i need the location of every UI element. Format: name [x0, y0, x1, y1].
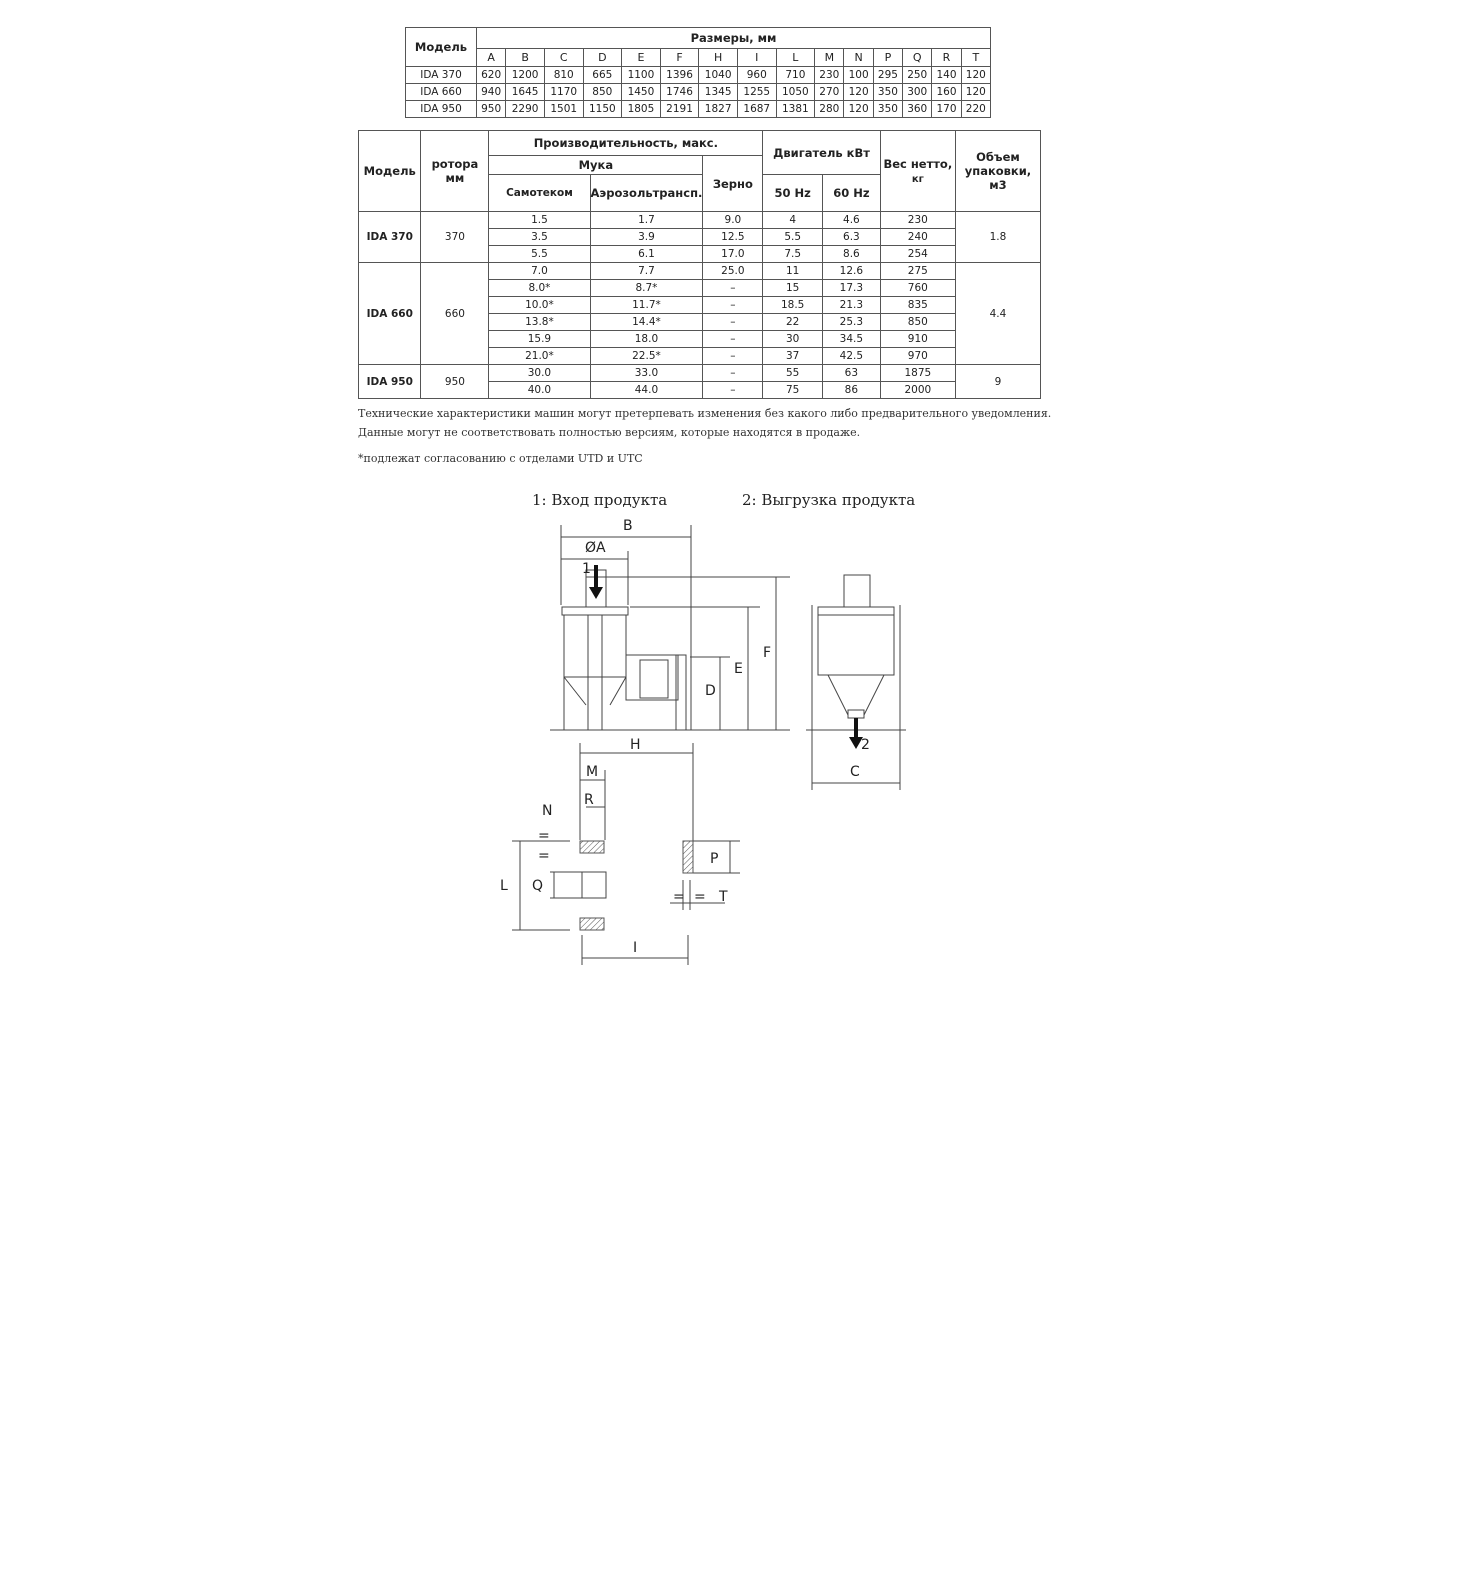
perf-value-cell: 40.0 [489, 382, 590, 399]
dims-value-cell: 850 [583, 84, 622, 101]
perf-value-cell: 15.9 [489, 331, 590, 348]
dims-model-cell: IDA 950 [406, 101, 477, 118]
perf-model-header: Модель [359, 131, 421, 212]
dims-value-cell: 1200 [506, 67, 545, 84]
label-D: D [705, 683, 716, 699]
dims-value-cell: 1255 [737, 84, 776, 101]
label-B: B [623, 518, 633, 534]
dims-col-header: M [815, 49, 844, 67]
dims-value-cell: 120 [844, 84, 873, 101]
dims-value-cell: 280 [815, 101, 844, 118]
dims-col-header: D [583, 49, 622, 67]
perf-value-cell: 42.5 [823, 348, 881, 365]
perf-value-cell: 86 [823, 382, 881, 399]
label-eq-4: = [694, 889, 706, 905]
dims-value-cell: 2191 [660, 101, 699, 118]
dims-value-cell: 1805 [622, 101, 661, 118]
perf-value-cell: 22.5* [590, 348, 703, 365]
dims-col-header: I [737, 49, 776, 67]
dims-value-cell: 1040 [699, 67, 738, 84]
label-H: H [630, 737, 641, 753]
dims-value-cell: 1050 [776, 84, 815, 101]
perf-value-cell: 7.0 [489, 263, 590, 280]
perf-value-cell: 8.0* [489, 280, 590, 297]
perf-rotor-cell: 950 [421, 365, 489, 399]
perf-60hz-header: 60 Hz [823, 175, 881, 212]
dims-value-cell: 295 [873, 67, 902, 84]
perf-value-cell: 37 [763, 348, 823, 365]
note-versions: Данные могут не соответствовать полностью версиям, которые находятся в продаже. [358, 426, 861, 439]
perf-value-cell: – [703, 382, 763, 399]
perf-value-cell: 12.6 [823, 263, 881, 280]
perf-value-cell: 63 [823, 365, 881, 382]
perf-value-cell: 17.3 [823, 280, 881, 297]
perf-value-cell: 9.0 [703, 212, 763, 229]
note-footnote: *подлежат согласованию с отделами UTD и UTC [358, 452, 643, 465]
perf-pneumatic-header: Аэрозольтрансп. [590, 175, 703, 212]
dims-value-cell: 1396 [660, 67, 699, 84]
dims-value-cell: 120 [961, 67, 990, 84]
perf-gravity-header: Самотеком [489, 175, 590, 212]
dims-group-header: Размеры, мм [477, 28, 991, 49]
dims-value-cell: 270 [815, 84, 844, 101]
perf-model-cell: IDA 950 [359, 365, 421, 399]
table-row [406, 101, 991, 118]
dims-value-cell: 1687 [737, 101, 776, 118]
perf-value-cell: 230 [880, 212, 955, 229]
perf-value-cell: 44.0 [590, 382, 703, 399]
perf-motor-header: Двигатель кВт [763, 131, 880, 175]
dims-col-header: L [776, 49, 815, 67]
perf-value-cell: 34.5 [823, 331, 881, 348]
perf-volume-cell: 9 [955, 365, 1040, 399]
dims-value-cell: 120 [844, 101, 873, 118]
perf-value-cell: 25.0 [703, 263, 763, 280]
perf-value-cell: 7.7 [590, 263, 703, 280]
dims-value-cell: 1150 [583, 101, 622, 118]
hatch-top [580, 841, 604, 853]
label-eq-3: = [673, 889, 685, 905]
dims-value-cell: 250 [903, 67, 932, 84]
dims-value-cell: 1645 [506, 84, 545, 101]
note-specs-change: Технические характеристики машин могут претерпевать изменения без какого либо предварительного уведомления. [358, 407, 1052, 420]
perf-value-cell: 3.5 [489, 229, 590, 246]
perf-capacity-header: Производительность, макс. [489, 131, 763, 156]
perf-volume-cell: 4.4 [955, 263, 1040, 365]
table-row [359, 263, 1041, 280]
perf-value-cell: – [703, 314, 763, 331]
dims-value-cell: 1450 [622, 84, 661, 101]
table-row [406, 67, 991, 84]
label-I: I [633, 940, 638, 956]
dimensions-table [405, 27, 991, 118]
dims-value-cell: 1381 [776, 101, 815, 118]
perf-value-cell: 18.0 [590, 331, 703, 348]
dims-value-cell: 620 [477, 67, 506, 84]
perf-volume-cell: 1.8 [955, 212, 1040, 263]
dims-value-cell: 1501 [544, 101, 583, 118]
perf-flour-header: Мука [489, 156, 703, 175]
perf-value-cell: 21.3 [823, 297, 881, 314]
label-R: R [584, 792, 594, 808]
dims-value-cell: 360 [903, 101, 932, 118]
perf-value-cell: 30 [763, 331, 823, 348]
perf-value-cell: 2000 [880, 382, 955, 399]
label-T: T [719, 889, 728, 905]
perf-value-cell: 760 [880, 280, 955, 297]
perf-value-cell: 835 [880, 297, 955, 314]
dims-value-cell: 140 [932, 67, 961, 84]
perf-weight-unit: кг [911, 174, 924, 185]
perf-value-cell: 1875 [880, 365, 955, 382]
hatch-side [683, 841, 693, 873]
dims-value-cell: 1746 [660, 84, 699, 101]
dims-value-cell: 1100 [622, 67, 661, 84]
perf-value-cell: 5.5 [489, 246, 590, 263]
dims-value-cell: 950 [477, 101, 506, 118]
perf-grain-header: Зерно [703, 156, 763, 212]
dims-value-cell: 810 [544, 67, 583, 84]
front-view [512, 525, 906, 965]
label-eq-2: = [538, 848, 550, 864]
label-1: 1 [582, 561, 591, 577]
label-A: ØA [585, 540, 606, 556]
perf-rotor-cell: 660 [421, 263, 489, 365]
perf-value-cell: 910 [880, 331, 955, 348]
perf-value-cell: 18.5 [763, 297, 823, 314]
dims-value-cell: 1827 [699, 101, 738, 118]
perf-weight-header [880, 131, 955, 212]
dims-value-cell: 350 [873, 84, 902, 101]
perf-rotor-cell: 370 [421, 212, 489, 263]
label-F: F [763, 645, 772, 661]
perf-value-cell: 75 [763, 382, 823, 399]
performance-table [358, 130, 1041, 399]
perf-value-cell: 8.7* [590, 280, 703, 297]
dims-col-header: E [622, 49, 661, 67]
perf-rotor-header: ротора мм [421, 131, 489, 212]
dims-value-cell: 100 [844, 67, 873, 84]
dims-value-cell: 120 [961, 84, 990, 101]
hatch-bottom [580, 918, 604, 930]
perf-value-cell: 3.9 [590, 229, 703, 246]
dims-model-cell: IDA 660 [406, 84, 477, 101]
label-M: M [586, 764, 599, 780]
dims-value-cell: 665 [583, 67, 622, 84]
perf-50hz-header: 50 Hz [763, 175, 823, 212]
perf-value-cell: 6.3 [823, 229, 881, 246]
label-L: L [500, 878, 508, 894]
label-E: E [734, 661, 743, 677]
perf-value-cell: 15 [763, 280, 823, 297]
perf-value-cell: 14.4* [590, 314, 703, 331]
perf-weight-label: Вес нетто, [883, 157, 953, 171]
table-row [359, 212, 1041, 229]
perf-value-cell: 55 [763, 365, 823, 382]
perf-value-cell: – [703, 280, 763, 297]
dims-value-cell: 220 [961, 101, 990, 118]
perf-value-cell: 4 [763, 212, 823, 229]
perf-value-cell: – [703, 365, 763, 382]
dims-col-header: R [932, 49, 961, 67]
perf-value-cell: 8.6 [823, 246, 881, 263]
perf-value-cell: 33.0 [590, 365, 703, 382]
dims-col-header: C [544, 49, 583, 67]
dims-value-cell: 2290 [506, 101, 545, 118]
perf-value-cell: 4.6 [823, 212, 881, 229]
perf-value-cell: 13.8* [489, 314, 590, 331]
perf-value-cell: 21.0* [489, 348, 590, 365]
perf-value-cell: 11.7* [590, 297, 703, 314]
dims-value-cell: 230 [815, 67, 844, 84]
table-row [359, 365, 1041, 382]
perf-value-cell: 254 [880, 246, 955, 263]
perf-value-cell: 10.0* [489, 297, 590, 314]
dims-col-header: T [961, 49, 990, 67]
label-2: 2 [861, 737, 870, 753]
dims-value-cell: 160 [932, 84, 961, 101]
label-P: P [710, 851, 719, 867]
perf-value-cell: – [703, 331, 763, 348]
dims-model-cell: IDA 370 [406, 67, 477, 84]
perf-value-cell: 240 [880, 229, 955, 246]
dims-col-header: B [506, 49, 545, 67]
dims-col-header: F [660, 49, 699, 67]
dims-value-cell: 940 [477, 84, 506, 101]
perf-model-cell: IDA 370 [359, 212, 421, 263]
dims-value-cell: 350 [873, 101, 902, 118]
machine-drawing [490, 515, 920, 975]
perf-value-cell: 1.5 [489, 212, 590, 229]
dims-col-header: A [477, 49, 506, 67]
perf-value-cell: 17.0 [703, 246, 763, 263]
dims-value-cell: 1345 [699, 84, 738, 101]
perf-value-cell: 22 [763, 314, 823, 331]
caption-inlet: 1: Вход продукта [532, 491, 668, 509]
dims-value-cell: 960 [737, 67, 776, 84]
label-Q: Q [532, 878, 544, 894]
dims-col-header: P [873, 49, 902, 67]
perf-value-cell: 1.7 [590, 212, 703, 229]
label-C: C [850, 764, 860, 780]
perf-value-cell: 5.5 [763, 229, 823, 246]
label-eq-1: = [538, 828, 550, 844]
dims-col-header: Q [903, 49, 932, 67]
table-row [406, 84, 991, 101]
dims-value-cell: 170 [932, 101, 961, 118]
perf-volume-header: Объем упаковки, м3 [955, 131, 1040, 212]
perf-value-cell: – [703, 297, 763, 314]
dims-col-header: N [844, 49, 873, 67]
perf-value-cell: 850 [880, 314, 955, 331]
dims-value-cell: 710 [776, 67, 815, 84]
perf-value-cell: 275 [880, 263, 955, 280]
label-N: N [542, 803, 553, 819]
dims-model-header: Модель [406, 28, 477, 67]
perf-value-cell: 7.5 [763, 246, 823, 263]
perf-value-cell: 30.0 [489, 365, 590, 382]
perf-value-cell: 6.1 [590, 246, 703, 263]
dims-col-header: H [699, 49, 738, 67]
dims-value-cell: 1170 [544, 84, 583, 101]
caption-outlet: 2: Выгрузка продукта [742, 491, 916, 509]
perf-value-cell: 12.5 [703, 229, 763, 246]
perf-value-cell: 25.3 [823, 314, 881, 331]
perf-value-cell: 11 [763, 263, 823, 280]
dims-value-cell: 300 [903, 84, 932, 101]
perf-value-cell: – [703, 348, 763, 365]
perf-model-cell: IDA 660 [359, 263, 421, 365]
perf-value-cell: 970 [880, 348, 955, 365]
